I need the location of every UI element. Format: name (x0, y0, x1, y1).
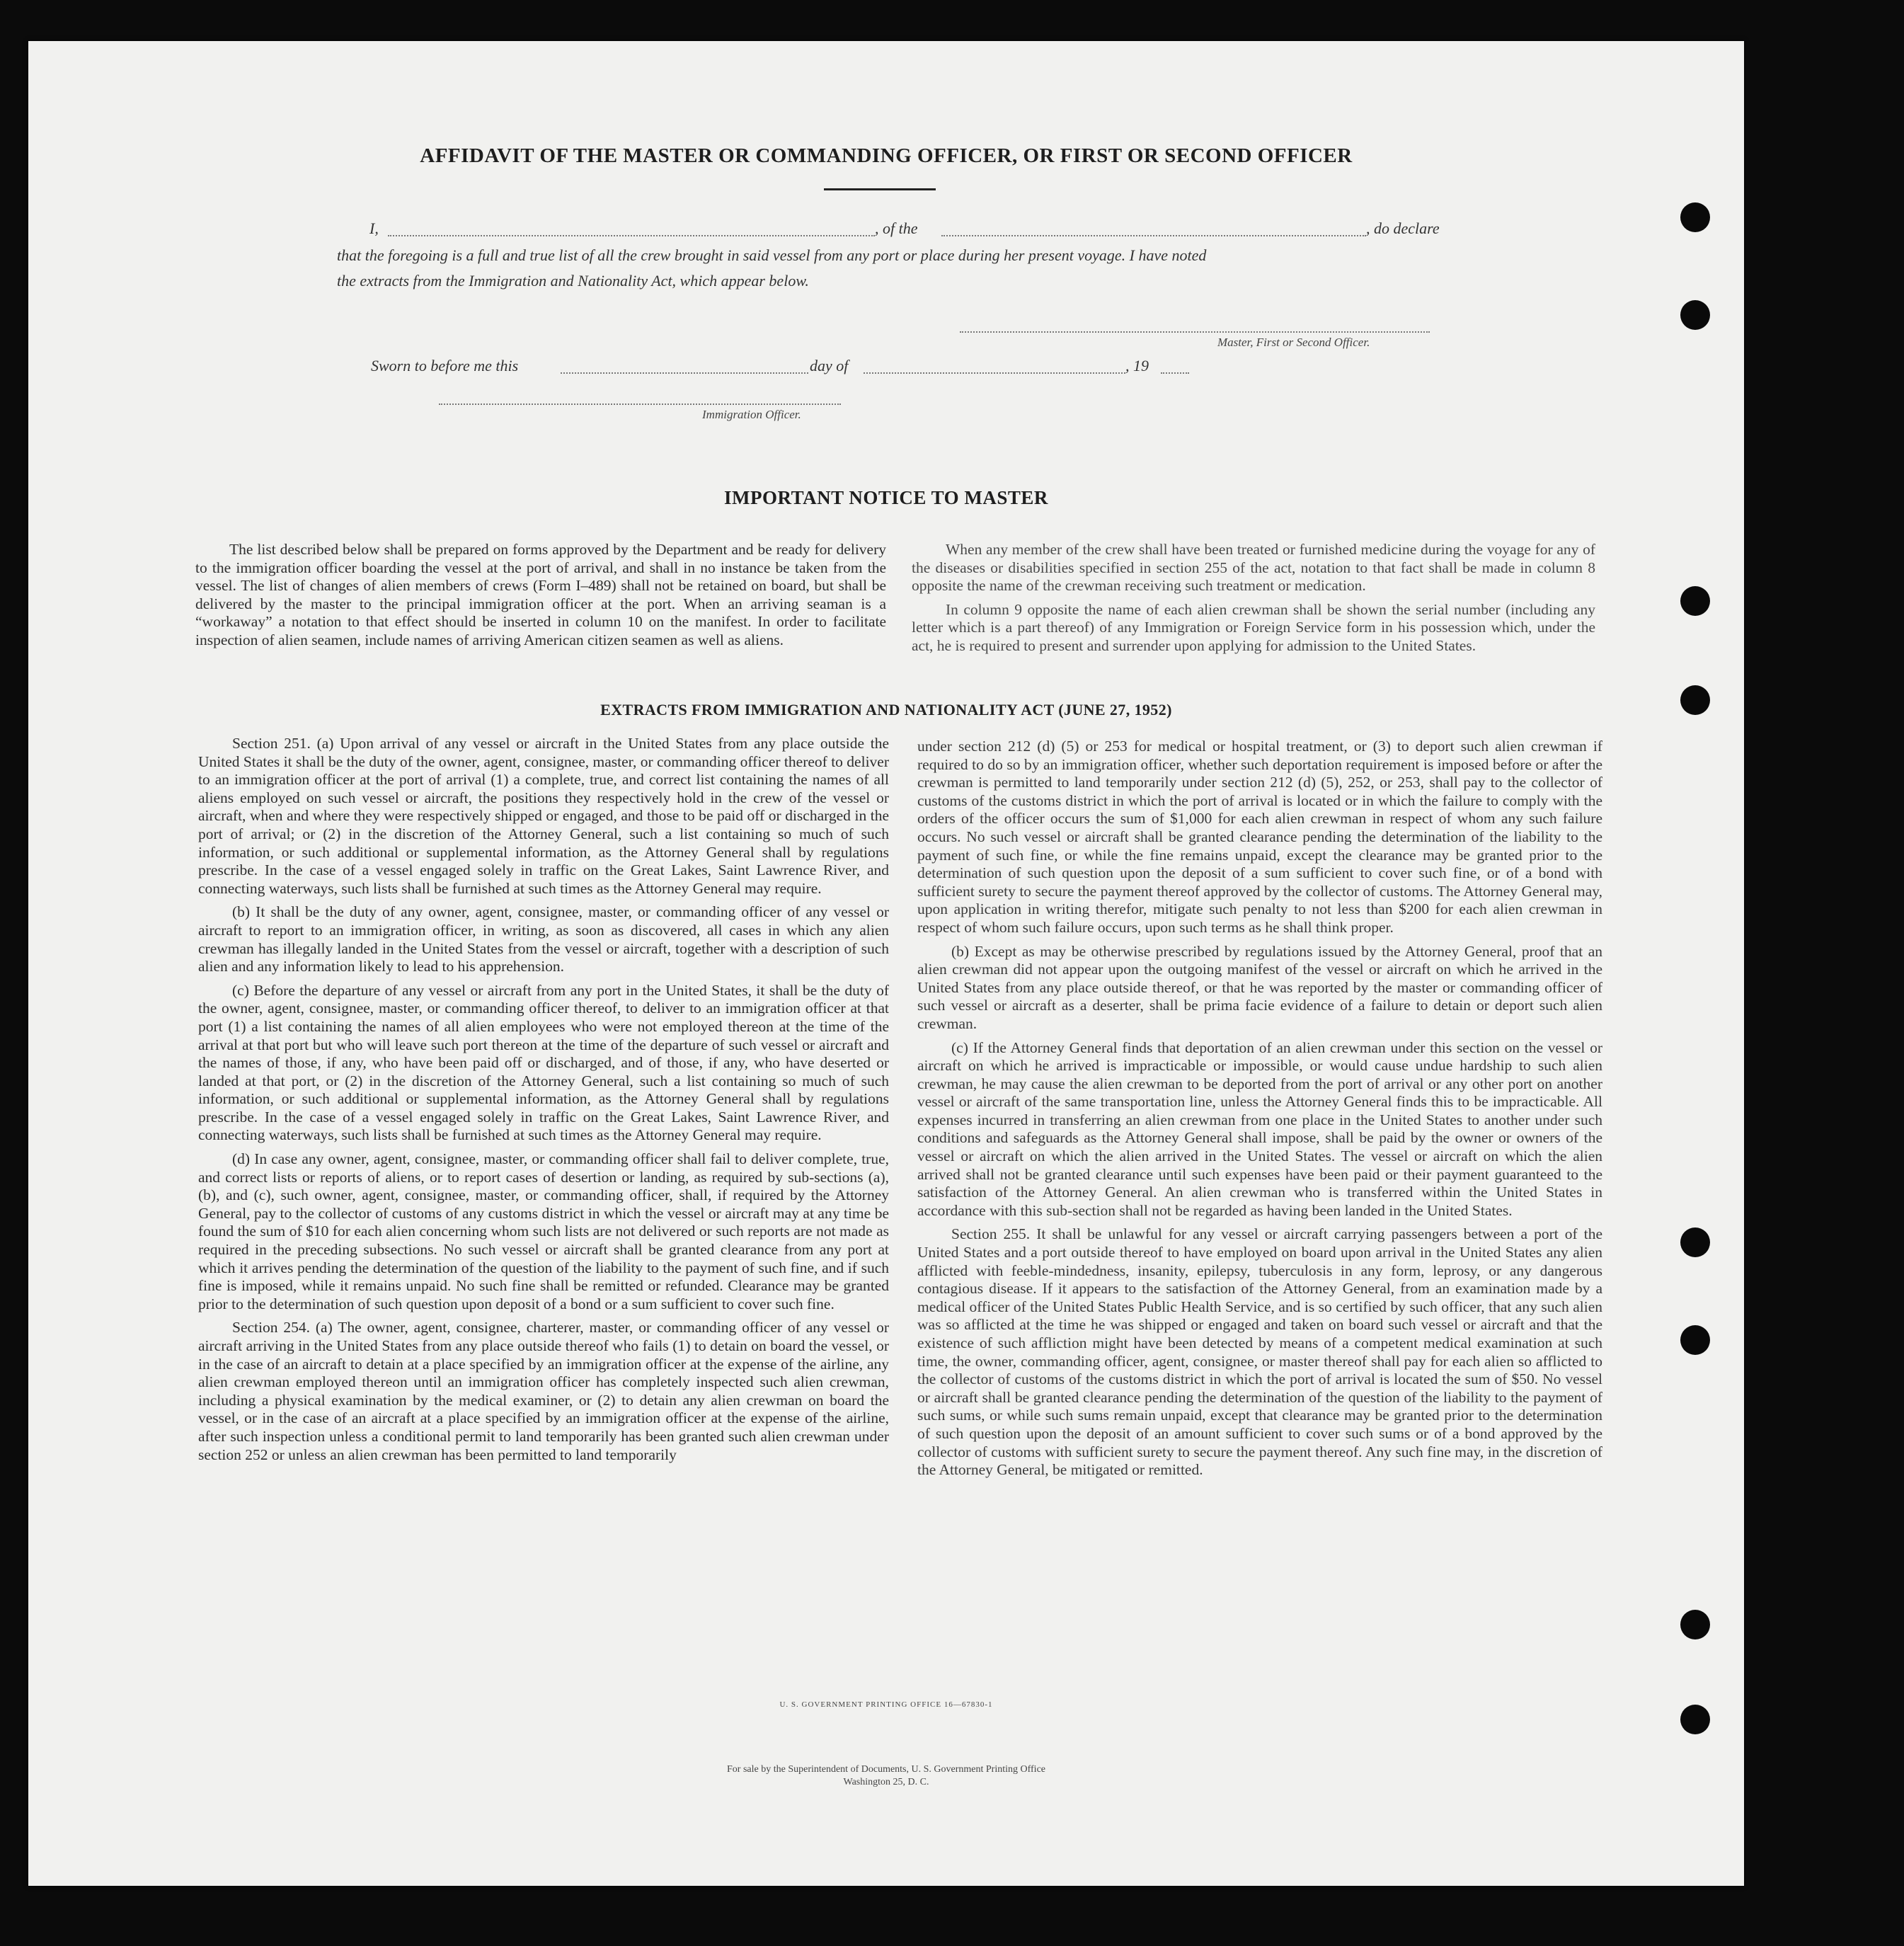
section-251-b: (b) It shall be the duty of any owner, agent, consignee, master, or commanding officer of any vessel or aircraft to report to an immigration officer, in writing, as soon as discovered, all cases in which any alien crewman has illegally landed in the United States from the vessel or aircraft, together with a description of such alien and any information likely to lead to his apprehension. (198, 903, 889, 975)
officer-caption: Immigration Officer. (702, 408, 801, 421)
section-251-a: Section 251. (a) Upon arrival of any vessel or aircraft in the United States from any place outside the United States it shall be the duty of the owner, agent, consignee, master, or commanding officer thereof to deliver to an immigration officer at the port of arrival (1) a complete, true, and correct list containing the names of all aliens employed on such vessel or aircraft, the positions they respectively hold in the crew of the vessel or aircraft, when and where they were respectively shipped or engaged, and those to be paid off or discharged in the port of arrival; or (2) in the discretion of the Attorney General, such a list containing so much of such information, or such additional or supplemental information, as the Attorney General shall by regulations prescribe. In the case of a vessel engaged solely in traffic on the Great Lakes, Saint Lawrence River, and connecting waterways, such lists shall be furnished at such times as the Attorney General may require. (198, 735, 889, 897)
section-254-a-continued: under section 212 (d) (5) or 253 for medical or hospital treatment, or (3) to deport such alien crewman if required to do so by an immigration officer, whether such deportation requirement is imposed before or after the crewman is permitted to land temporarily under section 212 (d) (5), 252, or 253, shall pay to the collector of customs of the customs district in which the port of arrival is located or in which the failure to comply with the orders of the officer occurs the sum of $1,000 for each alien crewman in respect of whom any such failure occurs. No such vessel or aircraft shall be granted clearance pending the determination of the liability to the payment of such fine, or while the fine remains unpaid, except the clearance may be granted prior to the determination of such question upon the deposit of a sum sufficient to cover such fine, or of a bond with sufficient surety to secure the payment thereof approved by the collector of customs. The Attorney General may, upon application in writing therefor, mitigate such penalty to not less than $200 for each alien crewman in respect of whom such failure occurs, upon such terms as he shall think proper. (917, 738, 1602, 936)
section-254-c: (c) If the Attorney General finds that deportation of an alien crewman under this section on the vessel or aircraft on which he arrived is impracticable or impossible, or would cause undue hardship to such alien crewman, he may cause the alien crewman to be deported from the port of arrival or any other port on another vessel or aircraft of the same transportation line, unless the Attorney General finds this to be impracticable. All expenses incurred in transferring an alien crewman from one place in the United States to another under such conditions and safeguards as the Attorney General shall impose, shall be paid by the owner or owners of the vessel or aircraft on which the alien arrived in the United States. The vessel or aircraft on which the alien arrived shall not be granted clearance until such expenses have been paid or their payment guaranteed to the satisfaction of the Attorney General. An alien crewman who is transferred within the United States in accordance with this sub-section shall not be regarded as having been landed in the United States. (917, 1038, 1602, 1219)
officer-signature-line[interactable] (439, 403, 841, 405)
binder-hole (1680, 1325, 1710, 1355)
binder-hole (1680, 1610, 1710, 1639)
notice-left-column (195, 541, 886, 656)
binder-hole (1680, 1227, 1710, 1257)
sworn-year-blank[interactable] (1161, 372, 1189, 374)
notice-title: IMPORTANT NOTICE TO MASTER (724, 487, 1048, 508)
sworn-month-blank[interactable] (864, 372, 1125, 374)
section-251-d: (d) In case any owner, agent, consignee, master, or commanding officer shall fail to deliver complete, true, and correct lists or reports of aliens, or to report cases of desertion or landing, as required by sub-sections (a), (b), and (c), such owner, agent, consignee, master, or commanding officer, shall, if required by the Attorney General, pay to the collector of customs of any customs district in which the vessel or aircraft may at any time be found the sum of $10 for each alien concerning whom such lists are not delivered or such reports are not made as required in the preceding subsections. No such vessel or aircraft shall be granted clearance from any port at which it arrives pending the determination of the question of the liability to the payment of such fine, and if such fine is imposed, while it remains unpaid. No such fine shall be remitted or refunded. Clearance may be granted prior to the determination of such question upon deposit of a bond or a sum sufficient to cover such fine. (198, 1150, 889, 1312)
section-255: Section 255. It shall be unlawful for any vessel or aircraft carrying passengers between a port of the United States and a port outside thereof to have employed on board upon arrival in the United States any alien afflicted with feeble-mindedness, insanity, epilepsy, tuberculosis in any form, leprosy, or any dangerous contagious disease. If it appears to the satisfaction of the Attorney General, from an examination made by a medical officer of the United States Public Health Service, and is so certified by such officer, that any such alien was so afflicted at the time he was shipped or engaged and taken on board such vessel or aircraft and that the existence of such affliction might have been detected by means of a competent medical examination at such time, the owner, commanding officer, agent, consignee, or master thereof shall pay for each alien so afflicted to the collector of customs of the customs district in which the port of arrival is located the sum of $50. No vessel or aircraft shall be granted clearance pending the determination of the question of the liability to the payment of such sums, or while such sums remain unpaid, except that clearance may be granted prior to the determination of such question upon the deposit of an amount sufficient to cover such sums or of a bond approved by the collector of customs with sufficient surety to secure the payment thereof. Any such fine may, in the discretion of the Attorney General, be mitigated or remitted. (917, 1225, 1602, 1479)
notice-right-column (912, 541, 1595, 661)
extracts-left-column (198, 735, 889, 1470)
do-declare-label: , do declare (1366, 219, 1440, 237)
notice-right-paragraph-2: In column 9 opposite the name of each alien crewman shall be shown the serial number (including any letter which is a part thereof) of any Immigration or Foreign Service form in his possession which, under the act, he is required to present and surrender upon applying for admission to the United States. (912, 600, 1595, 654)
sworn-day-blank[interactable] (561, 372, 808, 374)
extracts-right-column (917, 738, 1602, 1485)
section-251-c: (c) Before the departure of any vessel or aircraft from any port in the United States, it shall be the duty of the owner, agent, consignee, master, or commanding officer thereof, to deliver to an immigration officer at that port (1) a list containing the names of all alien employees who were not employed thereon at the time of the arrival at that port but who will leave such port thereon at the time of the departure of such vessel or aircraft and the names of those, if any, who have been paid off or discharged, and of those, if any, who have deserted or landed at that port, or (2) in the discretion of the Attorney General, such a list containing so much of such information, or such additional or supplemental information, as the Attorney General shall by regulations prescribe. In the case of a vessel engaged solely in traffic on the Great Lakes, Saint Lawrence River, and connecting waterways, such lists shall be furnished at such times as the Attorney General may require. (198, 981, 889, 1144)
sworn-label: Sworn to before me this (371, 357, 519, 374)
day-of-label: day of (810, 357, 849, 374)
vessel-blank[interactable] (941, 235, 1366, 236)
title-rule (824, 188, 936, 190)
signature-line[interactable] (960, 331, 1430, 333)
binder-hole (1680, 685, 1710, 715)
name-blank[interactable] (388, 235, 875, 236)
declaration-line-1: that the foregoing is a full and true list of all the crew brought in said vessel from any port or place during her present voyage. I have noted (337, 246, 1207, 264)
year-label: , 19 (1125, 357, 1149, 374)
notice-left-paragraph: The list described below shall be prepared on forms approved by the Department and be ready for delivery to the immigration officer boarding the vessel at the port of arrival, and shall in no instance be taken from the vessel. The list of changes of alien members of crews (Form I–489) shall not be retained on board, but shall be delivered by the master to the principal immigration officer at the port. When an arriving seaman is a “workaway” a notation to that effect should be inserted in column 10 on the manifest. In order to facilitate inspection of alien seamen, include names of arriving American citizen seamen as well as aliens. (195, 541, 886, 648)
of-the-label: , of the (875, 219, 918, 237)
binder-hole (1680, 1705, 1710, 1734)
binder-hole (1680, 202, 1710, 232)
binder-hole (1680, 586, 1710, 616)
signature-caption: Master, First or Second Officer. (1217, 336, 1370, 349)
affidavit-title: AFFIDAVIT OF THE MASTER OR COMMANDING OFFICER, OR FIRST OR SECOND OFFICER (420, 144, 1353, 167)
document-page (28, 41, 1744, 1886)
sale-line-2: Washington 25, D. C. (843, 1777, 929, 1787)
printing-office-line: U. S. GOVERNMENT PRINTING OFFICE 16—67830-1 (779, 1700, 993, 1709)
section-254-a: Section 254. (a) The owner, agent, consignee, charterer, master, or commanding officer of any vessel or aircraft arriving in the United States from any place outside thereof who fails (1) to detain on board the vessel, or in the case of an aircraft to detain at a place specified by an immigration officer at the expense of the airline, any alien crewman employed thereon until an immigration officer has completely inspected such alien crewman, including a physical examination by the medical examiner, or (2) to detain any alien crewman on board the vessel, or in the case of an aircraft at a place specified by an immigration officer at the expense of the airline, after such inspection unless a conditional permit to land temporarily has been granted such alien crewman under section 252 or unless an alien crewman has been permitted to land temporarily (198, 1319, 889, 1463)
declaration-line-2: the extracts from the Immigration and Nationality Act, which appear below. (337, 272, 809, 290)
extracts-title: EXTRACTS FROM IMMIGRATION AND NATIONALITY ACT (JUNE 27, 1952) (600, 701, 1172, 719)
binder-hole (1680, 300, 1710, 330)
sale-line-1: For sale by the Superintendent of Documents, U. S. Government Printing Office (727, 1764, 1045, 1775)
i-label: I, (369, 219, 379, 237)
section-254-b: (b) Except as may be otherwise prescribed by regulations issued by the Attorney General, proof that an alien crewman did not appear upon the outgoing manifest of the vessel or aircraft on which he arrived in the United States from any place outside thereof, or that he was reported by the master or commanding officer of such vessel or aircraft as a deserter, shall be prima facie evidence of a failure to detain or deport such alien crewman. (917, 942, 1602, 1032)
notice-right-paragraph-1: When any member of the crew shall have been treated or furnished medicine during the voyage for any of the diseases or disabilities specified in section 255 of the act, notation to that fact shall be made in column 8 opposite the name of the crewman receiving such treatment or medication. (912, 541, 1595, 595)
